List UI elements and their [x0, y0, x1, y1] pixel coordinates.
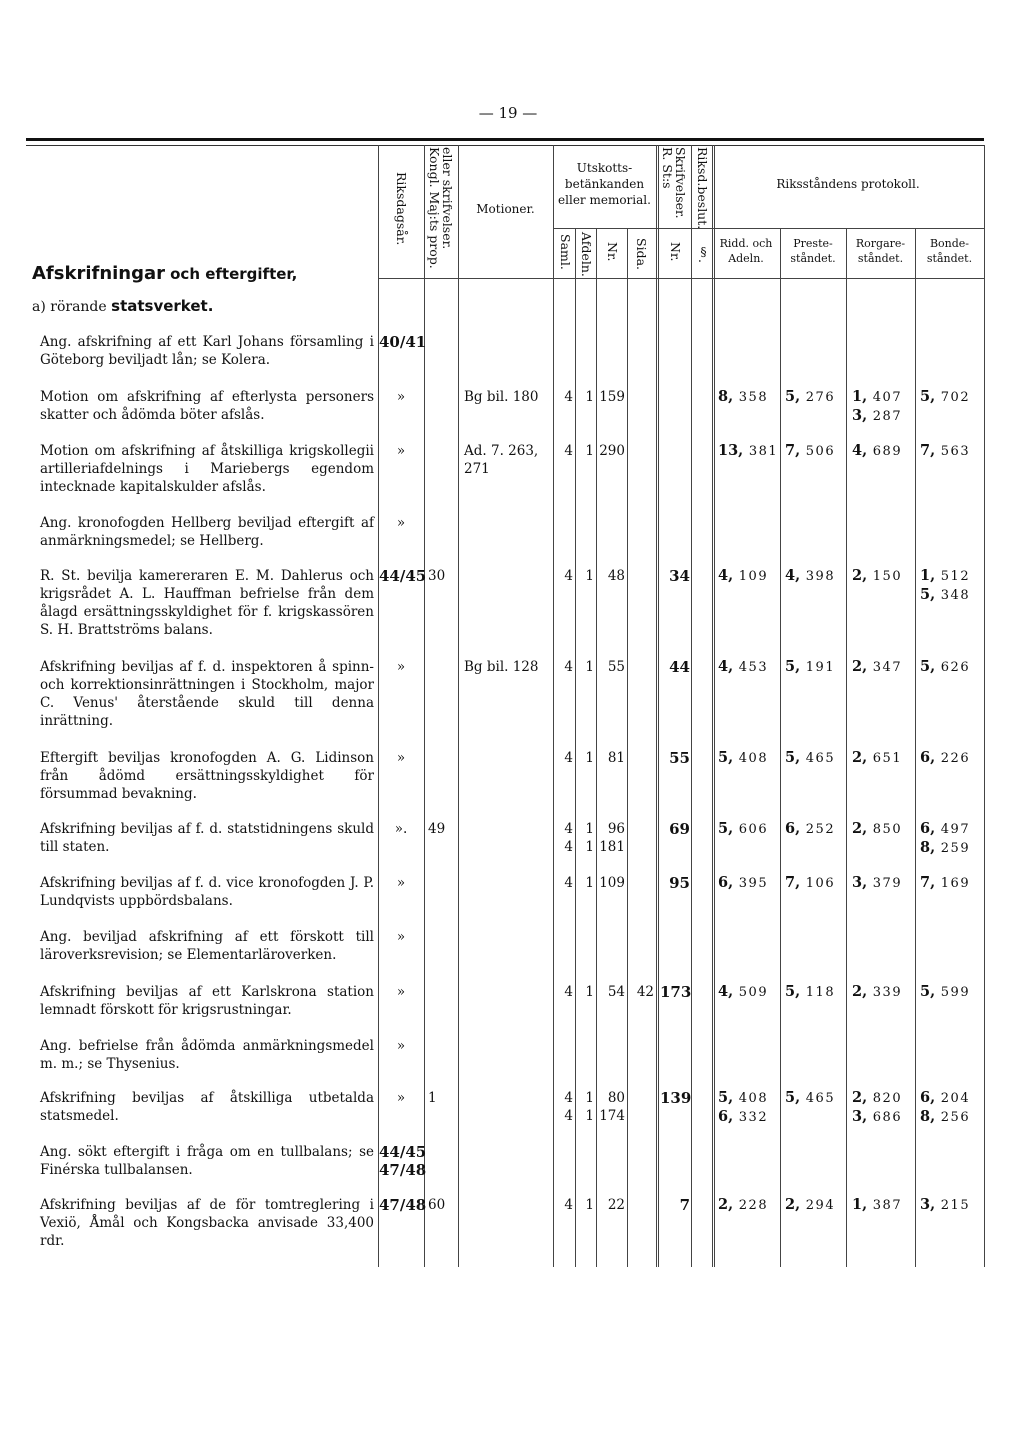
cell-nr: 80 174	[599, 1090, 625, 1124]
cell-protokoll-bonde: 6, 226	[920, 749, 971, 766]
col-line	[553, 145, 554, 1267]
cell-protokoll-ridd: 4, 453	[718, 658, 769, 675]
header-utskotts-3: eller memorial.	[558, 193, 651, 207]
row-description: Afskrifning beviljas af f. d. inspektoren å spinn- och korrektionsinrättningen i Stockholm, major C. Venus' återstående skuld till denna inrättning.	[40, 659, 374, 729]
cell-saml: 4	[564, 875, 573, 891]
cell-protokoll-bonde: 1, 512 5, 348	[920, 567, 971, 603]
row-description: R. St. bevilja kamereraren E. M. Dahlerus och krigsrådet A. L. Hauffman befrielse från dem ålagd ersättningsskyldighet för f. krigskassören S. H. Brattströms balans.	[40, 568, 374, 638]
cell-protokoll-borgare: 4, 689	[852, 442, 903, 459]
header-rorgare-1: Rorgare-	[855, 237, 906, 250]
cell-nr: 81	[607, 750, 625, 766]
section-title-rest: och eftergifter,	[170, 265, 298, 283]
cell-afd: 1	[585, 389, 594, 405]
header-motioner: Motioner.	[476, 202, 535, 216]
header-rsts-1: R. St:s	[660, 147, 675, 189]
col-line	[691, 145, 692, 1267]
cell-protokoll-borgare: 2, 850	[852, 820, 903, 837]
cell-afd: 1 1	[585, 821, 594, 855]
col-line	[712, 145, 715, 1267]
header-nr: Nr.	[605, 242, 620, 262]
cell-protokoll-bonde: 5, 702	[920, 388, 971, 405]
header-nr2: Nr.	[668, 242, 683, 262]
row-description: Eftergift beviljas kronofogden A. G. Lidinson från ådömd ersättningsskyldighet för försummad bevakning.	[40, 750, 374, 802]
cell-nr: 55	[607, 659, 625, 675]
page-number: — 19 —	[478, 104, 538, 122]
cell-nr: 290	[599, 443, 625, 459]
header-kongl-2: eller skrifvelser.	[440, 147, 455, 250]
cell-year: »	[396, 984, 406, 1000]
row-description: Afskrifning beviljas af åtskilliga utbetalda statsmedel.	[40, 1090, 374, 1124]
cell-nr: 159	[599, 389, 625, 405]
header-utskotts-1: Utskotts-	[576, 161, 633, 175]
cell-year: ».	[394, 821, 408, 837]
col-line	[424, 145, 425, 1267]
cell-protokoll-preste: 5, 465	[785, 1089, 836, 1106]
cell-protokoll-bonde: 7, 169	[920, 874, 971, 891]
header-ridd-2: Adeln.	[728, 252, 764, 265]
cell-rnr: 55	[669, 749, 690, 767]
cell-saml: 4	[564, 1197, 573, 1213]
header-bottom-rule	[378, 278, 984, 279]
cell-saml: 4	[564, 984, 573, 1000]
cell-year: »	[396, 1090, 406, 1106]
cell-protokoll-ridd: 6, 395	[718, 874, 769, 891]
col-line	[780, 228, 781, 1267]
col-line	[656, 145, 659, 1267]
cell-protokoll-bonde: 5, 626	[920, 658, 971, 675]
cell-protokoll-borgare: 2, 820 3, 686	[852, 1089, 903, 1125]
row-description: Ang. beviljad afskrifning af ett förskott till läroverksrevision; se Elementarläroverken.	[40, 929, 374, 963]
cell-protokoll-ridd: 5, 408 6, 332	[718, 1089, 769, 1125]
header-afdeln: Afdeln.	[579, 232, 594, 277]
cell-saml: 4	[564, 750, 573, 766]
header-sida: Sida.	[634, 238, 649, 270]
cell-protokoll-ridd: 8, 358	[718, 388, 769, 405]
col-line	[984, 145, 985, 1267]
cell-protokoll-ridd: 4, 109	[718, 567, 769, 584]
header-rorgare	[846, 236, 915, 266]
header-bonde	[915, 236, 984, 266]
cell-motion: Bg bil. 180	[464, 389, 539, 405]
cell-prop: 1	[428, 1090, 437, 1106]
cell-year: 40/41	[379, 333, 427, 351]
row-description: Ang. kronofogden Hellberg beviljad eftergift af anmärkningsmedel; se Hellberg.	[40, 515, 374, 549]
cell-protokoll-preste: 6, 252	[785, 820, 836, 837]
row-description: Afskrifning beviljas af de för tomtreglering i Vexiö, Åmål och Kongsbacka anvisade 33,400 rdr.	[40, 1197, 374, 1249]
cell-nr: 96 181	[599, 821, 625, 855]
cell-year: 44/45 47/48	[379, 1143, 427, 1179]
subtitle-prefix: a) rörande	[32, 299, 107, 315]
cell-saml: 4 4	[564, 1090, 573, 1124]
cell-saml: 4	[564, 389, 573, 405]
cell-year: 47/48	[379, 1196, 427, 1214]
cell-prop: 30	[428, 568, 446, 584]
cell-year: »	[396, 875, 406, 891]
cell-afd: 1 1	[585, 1090, 594, 1124]
cell-afd: 1	[585, 875, 594, 891]
cell-year: »	[396, 389, 406, 405]
cell-protokoll-bonde: 3, 215	[920, 1196, 971, 1213]
cell-nr: 109	[599, 875, 625, 891]
subtitle-bold: statsverket.	[111, 297, 214, 315]
cell-rnr: 69	[669, 820, 690, 838]
cell-rnr: 34	[669, 567, 690, 585]
cell-year: »	[396, 443, 406, 459]
cell-protokoll-preste: 5, 276	[785, 388, 836, 405]
cell-protokoll-borgare: 2, 651	[852, 749, 903, 766]
row-description: Ang. befrielse från ådömda anmärkningsmedel m. m.; se Thysenius.	[40, 1038, 374, 1072]
cell-saml: 4	[564, 443, 573, 459]
section-subtitle	[32, 297, 213, 315]
cell-protokoll-preste: 4, 398	[785, 567, 836, 584]
cell-protokoll-ridd: 5, 606	[718, 820, 769, 837]
header-bonde-1: Bonde-	[929, 237, 970, 250]
cell-afd: 1	[585, 568, 594, 584]
cell-protokoll-preste: 5, 465	[785, 749, 836, 766]
header-divider	[553, 228, 984, 229]
cell-year: »	[396, 659, 406, 675]
header-protokoll: Riksståndens protokoll.	[776, 177, 920, 191]
cell-saml: 4 4	[564, 821, 573, 855]
header-riksd-beslut: Riksd.beslut.	[695, 147, 710, 230]
row-description: Motion om afskrifning af åtskilliga krigskollegii artilleriafdelnings i Mariebergs egendom intecknade kapitalskulder afslås.	[40, 443, 374, 495]
cell-protokoll-borgare: 1, 387	[852, 1196, 903, 1213]
section-title-main: Afskrifningar	[32, 263, 166, 284]
cell-year: »	[396, 1038, 406, 1054]
cell-prop: 60	[428, 1197, 446, 1213]
cell-protokoll-bonde: 5, 599	[920, 983, 971, 1000]
col-line	[458, 145, 459, 1267]
cell-saml: 4	[564, 659, 573, 675]
cell-nr: 22	[607, 1197, 625, 1213]
cell-afd: 1	[585, 750, 594, 766]
section-title	[32, 263, 297, 284]
cell-protokoll-ridd: 13, 381	[718, 442, 779, 459]
cell-protokoll-borgare: 3, 379	[852, 874, 903, 891]
row-description: Afskrifning beviljas af f. d. vice kronofogden J. P. Lundqvists uppbördsbalans.	[40, 875, 374, 909]
header-saml: Saml.	[558, 234, 573, 270]
header-preste-1: Preste-	[793, 237, 833, 250]
cell-afd: 1	[585, 443, 594, 459]
cell-protokoll-preste: 5, 118	[785, 983, 836, 1000]
cell-motion: Ad. 7. 263, 271	[464, 443, 539, 477]
cell-afd: 1	[585, 1197, 594, 1213]
cell-protokoll-preste: 2, 294	[785, 1196, 836, 1213]
header-rsts-2: Skrifvelser.	[673, 147, 688, 219]
cell-year: »	[396, 929, 406, 945]
col-line	[915, 228, 916, 1267]
row-description: Afskrifning beviljas af ett Karlskrona station lemnadt förskott för krigsrustningar.	[40, 984, 374, 1018]
row-description: Motion om afskrifning af efterlysta personers skatter och ådömda böter afslås.	[40, 389, 374, 423]
cell-rnr: 173	[660, 983, 692, 1001]
cell-protokoll-bonde: 7, 563	[920, 442, 971, 459]
row-description: Afskrifning beviljas af f. d. statstidningens skuld till staten.	[40, 821, 374, 855]
col-line	[596, 228, 597, 1267]
cell-nr: 48	[607, 568, 625, 584]
cell-rnr: 95	[669, 874, 690, 892]
cell-year: 44/45	[379, 567, 427, 585]
header-rorgare-2: ståndet.	[857, 252, 904, 265]
cell-prop: 49	[428, 821, 446, 837]
header-kongl-1: Kongl. Maj:ts prop.	[427, 147, 442, 269]
cell-protokoll-preste: 5, 191	[785, 658, 836, 675]
col-line	[627, 228, 628, 1267]
top-rule	[26, 138, 984, 141]
header-preste	[780, 236, 846, 266]
cell-protokoll-borgare: 2, 150	[852, 567, 903, 584]
header-bonde-2: ståndet.	[926, 252, 973, 265]
cell-nr: 54	[607, 984, 625, 1000]
header-para: §.	[696, 244, 711, 263]
col-line	[846, 228, 847, 1267]
cell-protokoll-borgare: 2, 339	[852, 983, 903, 1000]
cell-afd: 1	[585, 659, 594, 675]
cell-saml: 4	[564, 568, 573, 584]
header-preste-2: ståndet.	[790, 252, 836, 265]
cell-protokoll-ridd: 2, 228	[718, 1196, 769, 1213]
header-ridd	[712, 236, 780, 266]
cell-rnr: 7	[679, 1196, 690, 1214]
cell-motion: Bg bil. 128	[464, 659, 539, 675]
cell-afd: 1	[585, 984, 594, 1000]
cell-protokoll-ridd: 4, 509	[718, 983, 769, 1000]
cell-rnr: 44	[669, 658, 690, 676]
header-utskotts-2: betänkanden	[564, 177, 645, 191]
cell-protokoll-borgare: 2, 347	[852, 658, 903, 675]
top-rule-thin	[26, 145, 984, 146]
col-line	[575, 228, 576, 1267]
cell-sida: 42	[636, 984, 654, 1000]
cell-year: »	[396, 750, 406, 766]
header-riksdagsar: Riksdagsår.	[394, 172, 409, 246]
cell-protokoll-borgare: 1, 407 3, 287	[852, 388, 903, 424]
header-ridd-1: Ridd. och	[719, 237, 773, 250]
cell-protokoll-preste: 7, 106	[785, 874, 836, 891]
cell-year: »	[396, 515, 406, 531]
cell-protokoll-bonde: 6, 497 8, 259	[920, 820, 971, 856]
cell-rnr: 139	[660, 1089, 692, 1107]
cell-protokoll-bonde: 6, 204 8, 256	[920, 1089, 971, 1125]
cell-protokoll-preste: 7, 506	[785, 442, 836, 459]
row-description: Ang. sökt eftergift i fråga om en tullbalans; se Finérska tullbalansen.	[40, 1144, 374, 1178]
row-description: Ang. afskrifning af ett Karl Johans församling i Göteborg beviljadt lån; se Kolera.	[40, 334, 374, 368]
cell-protokoll-ridd: 5, 408	[718, 749, 769, 766]
